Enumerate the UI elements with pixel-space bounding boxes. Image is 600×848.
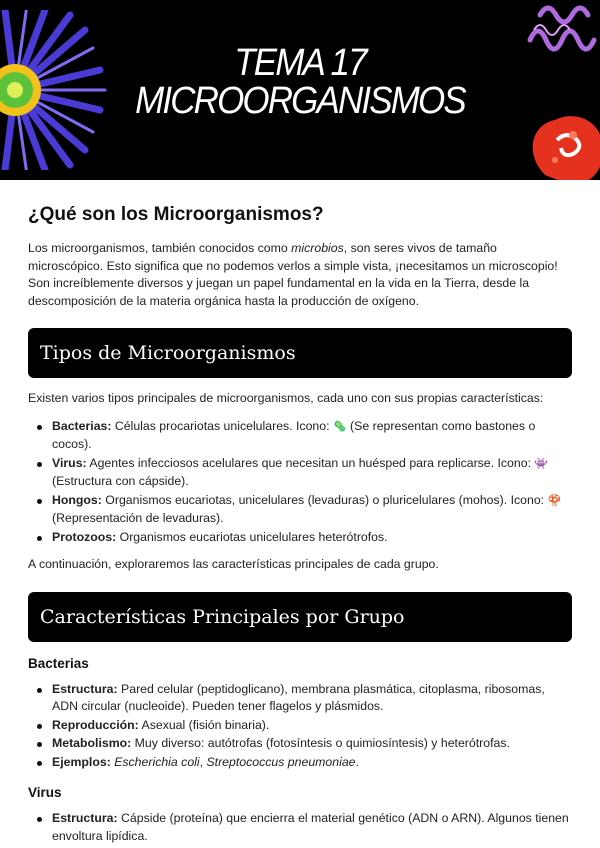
section-bar-caracteristicas: Características Principales por Grupo bbox=[28, 592, 572, 642]
section-bar-tipos: Tipos de Microorganismos bbox=[28, 328, 572, 378]
bacteria-icon: 🦠 bbox=[332, 420, 347, 433]
tipos-lead: Existen varios tipos principales de microorganismos, cada uno con sus propias características: bbox=[28, 391, 544, 405]
virus-list bbox=[28, 810, 572, 845]
list-item: Estructura: Cápside (proteína) que encierra el material genético (ADN o ARN). Algunos tienen envoltura lipídica. bbox=[28, 810, 572, 845]
banner-title-line-2: MICROORGANISMOS bbox=[135, 80, 465, 122]
list-item: Reproducción: Asexual (fisión binaria). bbox=[28, 717, 572, 735]
tipos-list bbox=[28, 418, 572, 547]
intro-heading: ¿Qué son los Microorganismos? bbox=[28, 204, 324, 225]
bacterias-list bbox=[28, 681, 572, 772]
mushroom-icon: 🍄 bbox=[547, 494, 562, 507]
virus-icon: 👾 bbox=[534, 457, 549, 470]
list-item-protozoos: Protozoos: Organismos eucariotas unicelulares heterótrofos. bbox=[28, 529, 572, 547]
document-body bbox=[0, 204, 600, 845]
tipos-after: A continuación, exploraremos las características principales de cada grupo. bbox=[28, 557, 439, 571]
list-item: Ejemplos: Escherichia coli, Streptococcus pneumoniae. bbox=[28, 754, 572, 772]
list-item-bacterias: Bacterias: Células procariotas unicelulares. Icono: 🦠 (Se representan como bastones o cocos). bbox=[28, 418, 572, 454]
intro-paragraph: Los microorganismos, también conocidos como microbios, son seres vivos de tamaño microscópico. Esto significa que no podemos verlos a simple vista, ¡necesitamos un microscopio! Son increíblemente diversos y juegan un papel fundamental en la vida en la Tierra, desde la descomposición de la materia orgánica hasta la producción de oxígeno. bbox=[28, 241, 558, 308]
bacterias-heading: Bacterias bbox=[28, 655, 89, 671]
list-item-hongos: Hongos: Organismos eucariotas, unicelulares (levaduras) o pluricelulares (mohos). Icono: 🍄 (Representación de levaduras). bbox=[28, 492, 572, 528]
list-item: Metabolismo: Muy diverso: autótrofas (fotosíntesis o quimiosíntesis) y heterótrofas. bbox=[28, 735, 572, 753]
microbios-term: microbios bbox=[291, 241, 344, 255]
virus-heading: Virus bbox=[28, 785, 62, 800]
banner-title-line-1: TEMA 17 bbox=[234, 42, 366, 84]
list-item: Estructura: Pared celular (peptidoglicano), membrana plasmática, citoplasma, ribosomas, ADN circular (nucleoide). Pueden tener flagelos y plásmidos. bbox=[28, 681, 572, 716]
header-banner bbox=[0, 0, 600, 180]
list-item-virus: Virus: Agentes infecciosos acelulares que necesitan un huésped para replicarse. Icono: 👾 (Estructura con cápside). bbox=[28, 455, 572, 491]
